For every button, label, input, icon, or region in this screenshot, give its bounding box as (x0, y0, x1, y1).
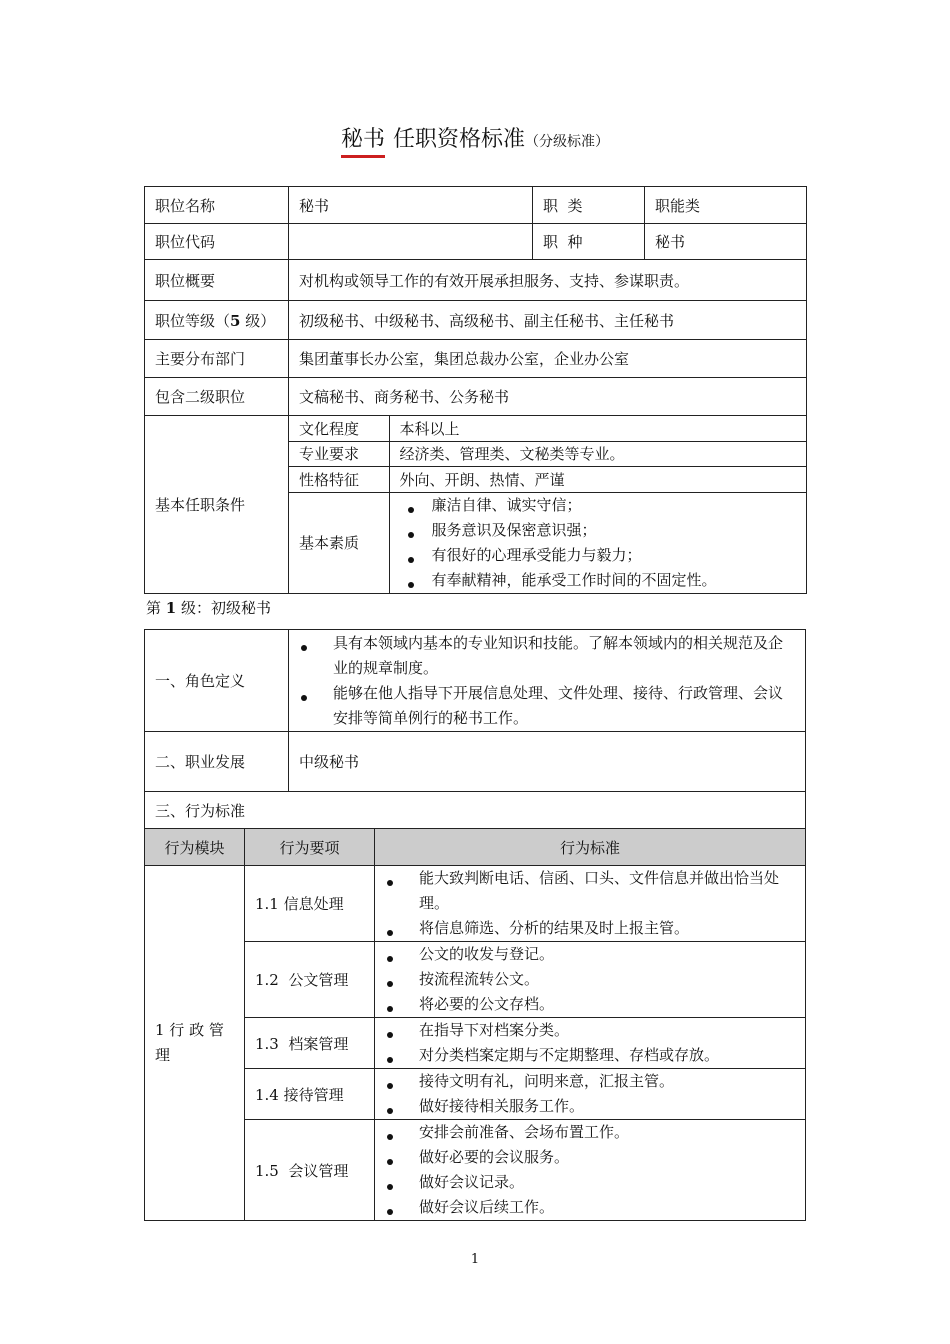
bullet-icon (408, 507, 414, 513)
value-type: 秘书 (645, 224, 807, 260)
document-title (0, 122, 950, 153)
item-standards (375, 1069, 806, 1120)
list-item: 将必要的公文存档。 (385, 992, 797, 1017)
value-overview: 对机构或领导工作的有效开展承担服务、支持、参谋职责。 (289, 260, 807, 301)
list-item: 按流程流转公文。 (385, 967, 797, 992)
header-item: 行为要项 (245, 829, 375, 866)
bullet-icon (387, 981, 393, 987)
value-education: 本科以上 (389, 416, 806, 441)
item-standards (375, 1018, 806, 1069)
value-position-name: 秘书 (289, 187, 533, 224)
page-number: 1 (470, 1252, 480, 1267)
item-name: 1.5 会议管理 (245, 1120, 375, 1221)
bullet-icon (387, 1209, 393, 1215)
bullet-icon (301, 695, 307, 701)
list-item: 做好会议后续工作。 (385, 1195, 797, 1220)
table-row (145, 792, 806, 829)
table-row (145, 942, 806, 1018)
table-row (145, 260, 807, 301)
item-standards (375, 942, 806, 1018)
title-sub: （分级标准） (525, 134, 610, 150)
position-info-table (144, 186, 807, 594)
item-name: 1.1 信息处理 (245, 866, 375, 942)
list-item: 将信息筛选、分析的结果及时上报主管。 (385, 916, 797, 941)
behavior-standard-title: 三、行为标准 (145, 792, 806, 829)
value-grade: 初级秘书、中级秘书、高级秘书、副主任秘书、主任秘书 (289, 301, 807, 340)
item-name: 1.3 档案管理 (245, 1018, 375, 1069)
table-row (145, 1069, 806, 1120)
list-item: 能大致判断电话、信函、口头、文件信息并做出恰当处理。 (385, 866, 797, 916)
item-name: 1.2 公文管理 (245, 942, 375, 1018)
module-admin: 1 行 政 管 理 (145, 866, 245, 1221)
bullet-icon (387, 1032, 393, 1038)
role-list (299, 631, 797, 731)
table-row (145, 630, 806, 732)
label-role-definition: 一、角色定义 (145, 630, 289, 732)
label-type: 职 种 (533, 224, 645, 260)
list-item: 做好会议记录。 (385, 1170, 797, 1195)
value-career: 中级秘书 (289, 732, 806, 792)
title-red-underline (341, 155, 385, 158)
bullet-icon (387, 1006, 393, 1012)
list-item: 有奉献精神，能承受工作时间的不固定性。 (400, 568, 797, 593)
title-position: 秘书 (341, 122, 385, 153)
label-position-name: 职位名称 (145, 187, 289, 224)
list-item: 有很好的心理承受能力与毅力； (400, 543, 797, 568)
table-row (145, 224, 807, 260)
bullet-icon (387, 1057, 393, 1063)
item-standards (375, 1120, 806, 1221)
level-heading: 第 1 级：初级秘书 (146, 599, 271, 617)
bullet-icon (387, 1184, 393, 1190)
value-role-definition (289, 630, 806, 732)
label-sub-positions: 包含二级职位 (145, 378, 289, 416)
list-item: 对分类档案定期与不定期整理、存档或存放。 (385, 1043, 797, 1068)
basic-requirements-cell (289, 416, 807, 594)
bullet-icon (387, 1108, 393, 1114)
list-item: 做好接待相关服务工作。 (385, 1094, 797, 1119)
table-header-row (145, 829, 806, 866)
bullet-icon (387, 1159, 393, 1165)
list-item: 在指导下对档案分类。 (385, 1018, 797, 1043)
table-row (145, 301, 807, 340)
value-category: 职能类 (645, 187, 807, 224)
bullet-icon (387, 956, 393, 962)
list-item: 服务意识及保密意识强； (400, 518, 797, 543)
basic-requirements-table (289, 416, 806, 593)
list-item: 做好必要的会议服务。 (385, 1145, 797, 1170)
header-standard: 行为标准 (375, 829, 806, 866)
value-dept: 集团董事长办公室，集团总裁办公室，企业办公室 (289, 340, 807, 378)
table-row (145, 378, 807, 416)
bullet-icon (387, 930, 393, 936)
list-item: 接待文明有礼，问明来意，汇报主管。 (385, 1069, 797, 1094)
table-row (145, 187, 807, 224)
bullet-icon (301, 645, 307, 651)
value-position-code (289, 224, 533, 260)
bullet-icon (387, 1134, 393, 1140)
label-career: 二、职业发展 (145, 732, 289, 792)
label-position-code: 职位代码 (145, 224, 289, 260)
list-item: 安排会前准备、会场布置工作。 (385, 1120, 797, 1145)
value-personality: 外向、开朗、热情、严谨 (389, 466, 806, 492)
level-table (144, 629, 806, 1221)
bullet-icon (387, 1083, 393, 1089)
label-personality: 性格特征 (289, 466, 389, 492)
label-category: 职 类 (533, 187, 645, 224)
label-major: 专业要求 (289, 441, 389, 466)
table-row (145, 340, 807, 378)
label-grade: 职位等级（5 级） (145, 301, 289, 340)
label-education: 文化程度 (289, 416, 389, 441)
quality-list (400, 493, 797, 593)
table-row (145, 416, 807, 594)
title-main: 任职资格标准 (393, 127, 526, 152)
list-item: 公文的收发与登记。 (385, 942, 797, 967)
table-row (145, 1120, 806, 1221)
bullet-icon (408, 557, 414, 563)
table-row (145, 732, 806, 792)
table-row (145, 1018, 806, 1069)
value-quality (389, 492, 806, 593)
bullet-icon (408, 532, 414, 538)
list-item: 能够在他人指导下开展信息处理、文件处理、接待、行政管理、会议安排等简单例行的秘书工作。 (299, 681, 797, 731)
item-standards (375, 866, 806, 942)
bullet-icon (408, 582, 414, 588)
bullet-icon (387, 880, 393, 886)
table-row (145, 866, 806, 942)
list-item: 具有本领域内基本的专业知识和技能。了解本领域内的相关规范及企业的规章制度。 (299, 631, 797, 681)
label-quality: 基本素质 (289, 492, 389, 593)
header-module: 行为模块 (145, 829, 245, 866)
value-sub-positions: 文稿秘书、商务秘书、公务秘书 (289, 378, 807, 416)
label-overview: 职位概要 (145, 260, 289, 301)
item-name: 1.4 接待管理 (245, 1069, 375, 1120)
list-item: 廉洁自律、诚实守信； (400, 493, 797, 518)
label-basic-requirements: 基本任职条件 (145, 416, 289, 594)
value-major: 经济类、管理类、文秘类等专业。 (389, 441, 806, 466)
label-dept: 主要分布部门 (145, 340, 289, 378)
